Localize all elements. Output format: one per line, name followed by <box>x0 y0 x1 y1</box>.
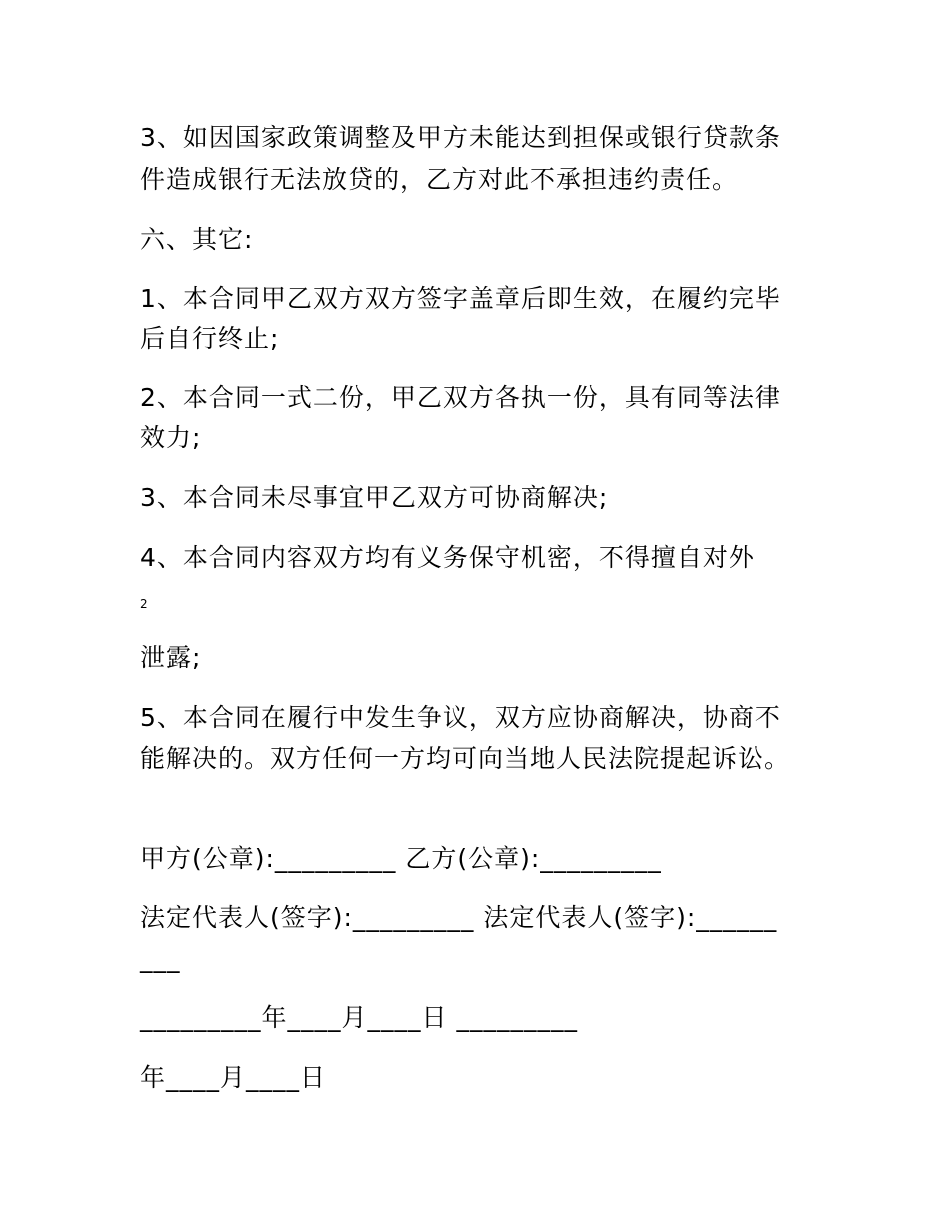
signature-line: 甲方(公章):_________ 乙方(公章):_________ <box>140 844 662 873</box>
text-line: 效力; <box>140 423 202 452</box>
page-number: 2 <box>140 597 148 611</box>
text-line: 后自行终止; <box>140 324 280 353</box>
text-line: 2、本合同一式二份，甲乙双方各执一份，具有同等法律 <box>140 383 781 412</box>
text-line: 5、本合同在履行中发生争议，双方应协商解决，协商不 <box>140 703 781 732</box>
text-line: 3、如因国家政策调整及甲方未能达到担保或银行贷款条 <box>140 123 781 152</box>
text-line: 3、本合同未尽事宜甲乙双方可协商解决; <box>140 483 609 512</box>
signature-line: ___ <box>140 944 181 973</box>
text-line: 4、本合同内容双方均有义务保守机密，不得擅自对外 <box>140 543 755 572</box>
signature-line: 法定代表人(签字):_________ 法定代表人(签字):______ <box>140 903 778 932</box>
signature-line: _________年____月____日 _________ <box>140 1003 578 1032</box>
text-line: 泄露; <box>140 643 202 672</box>
text-line: 1、本合同甲乙双方双方签字盖章后即生效，在履约完毕 <box>140 284 781 313</box>
text-line: 能解决的。双方任何一方均可向当地人民法院提起诉讼。 <box>140 744 791 773</box>
section-heading: 六、其它: <box>140 225 254 254</box>
signature-line: 年____月____日 <box>140 1063 327 1092</box>
text-line: 件造成银行无法放贷的，乙方对此不承担违约责任。 <box>140 165 739 194</box>
